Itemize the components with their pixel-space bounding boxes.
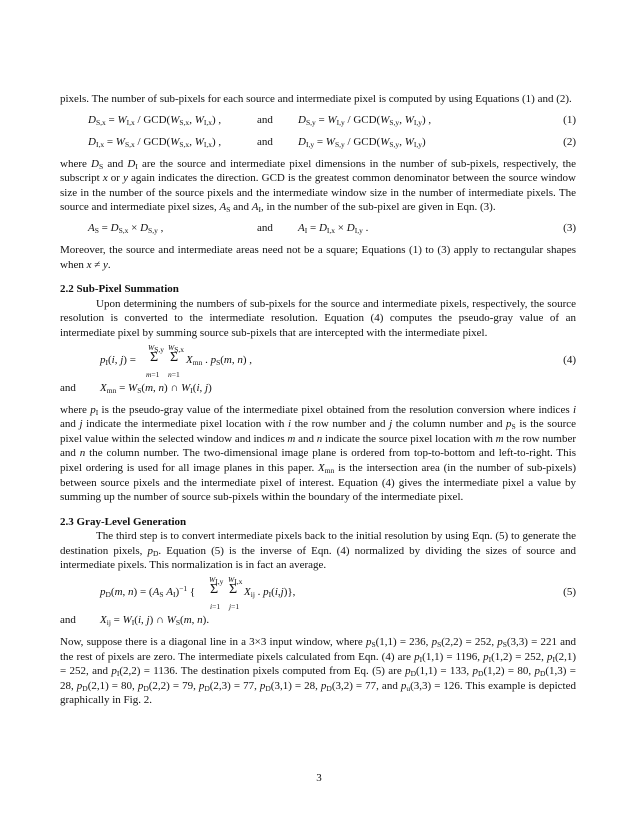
equation-5-condition: and $X_{ij} = W_I(i$, j) ∩ $W_S(m$, n). <box>60 614 210 628</box>
eq-number: (3) <box>563 221 576 234</box>
para-where-2: where $p_I$ is the pseudo-gray value of the intermediate pixel obtained from the resolution conversion where indices i and j indicate the intermediate pixel location with i the row number and j the column number and $p_S$ is the source pixel value within the selected window and indices m and n indicate the source pixel location with m the row number and n the column number. The two-dimensional image plane is ordered from top-to-bottom and left-to-right. This pixel ordering is used for all image planes in this paper. $X_{mn}$ is the intersection area (in the number of sub-pixels) between source pixels and the intermediate pixel of interest. Equation (4) gives the intermediate pixel a value by summing up the number of source sub-pixels within the boundary of the intermediate pixel. <box>60 403 577 504</box>
section-heading-2-3: 2.3 Gray-Level Generation <box>60 515 187 528</box>
page-content <box>60 92 576 708</box>
eq-number: (5) <box>563 586 576 599</box>
eq-and: and <box>60 614 76 627</box>
section-heading-2-2: 2.2 Sub-Pixel Summation <box>60 283 179 296</box>
para-intro: pixels. The number of sub-pixels for each source and intermediate pixel is computed by using Equations (1) and (2). <box>60 93 572 105</box>
eq-number: (4) <box>563 353 576 366</box>
para-2-2: Upon determining the numbers of sub-pixels for the source and intermediate pixels, respectively, the source resolution is converted to the intermediate resolution. Equation (4) computes the pseudo-gray value of an intermediate pixel by summing source sub-pixels that are intercepted with the intermediate pixel. <box>60 297 576 339</box>
para-moreover: Moreover, the source and intermediate areas need not be a square; Equations (1) to (3) apply to rectangular shapes when x ≠ y. <box>60 243 576 271</box>
eq-and: and <box>257 113 273 126</box>
eq-and: and <box>257 135 273 148</box>
eq-and: and <box>257 221 273 234</box>
page-number: 3 <box>316 772 322 784</box>
para-example: Now, suppose there is a diagonal line in a 3×3 input window, where $p_S(1,1) = 236$, $p_S(2,2) = 252$, $p_S(3,3) = 221$ and the rest of pixels are zero. The intermediate pixels calculated from Eqn. (4) are $p_I(1,1) = 1196$, $p_I(1,2) = 252$, $p_I(2,1) = 252$, and $p_I(2,2) = 1136$. The destination pixels computed from Eq. (5) are $p_D(1,1) = 133$, $p_D(1,2) = 80$, $p_D(1,3) = 28$, $p_D(2,1) = 80$, $p_D(2,2) = 79$, $p_D(2,3) = 77$, $p_D(3,1) = 28$, $p_D(3,2) = 77$, and $p_u(3,3) = 126$. This example is depicted graphically in Fig. 2. <box>60 636 577 707</box>
eq-number: (2) <box>563 135 576 148</box>
equation-2: $D_{I,x} = W_{S,x} / GCD(W_{S,x}$, $W_{I,x}$) , and $D_{I,y} = W_{S,y} / GCD(W_{S,y}$, $W_{I,y}$) (2) <box>88 135 576 149</box>
equation-1: $D_{S,x} = W_{I,x} / GCD(W_{S,x}$, $W_{I,x}$) , and $D_{S,y} = W_{I,y} / GCD(W_{S,y}$, $W_{I,y}$) , (1) <box>88 113 576 127</box>
equation-5: $p_D(m$, $n) = (A_S$ $A_I)^{-1}$ { $W_{I,y}$ $W_{I,x}$ Σ Σ i=1 j=1 $X_{ij}$ . $p_I(i,j)$}, (5) <box>100 575 576 612</box>
equation-4-condition: and $X_{mn} = W_S(m$, n) ∩ $W_I(i$, j) <box>60 381 212 395</box>
eq-number: (1) <box>563 113 576 126</box>
para-2-3: The third step is to convert intermediate pixels back to the initial resolution by using Eqn. (5) to generate the destination pixels, $p_D$. Equation (5) is the inverse of Eqn. (4) normalized by dividing the sizes of source and intermediate pixels. This normalization is in fact an average. <box>60 530 577 572</box>
equation-4: $p_I(i$, j) = $W_{S,y}$ $W_{S,x}$ Σ Σ m=1 n=1 $X_{mn}$ . $p_S(m$, n) , (4) <box>100 342 576 379</box>
eq-and: and <box>60 381 76 394</box>
para-where-1: where $D_S$ and $D_I$ are the source and intermediate pixel dimensions in the number of sub-pixels, respectively, the subscript x or y again indicates the direction. GCD is the greatest common denominator between the source window size in the number of the source pixels and the intermediate window size in the number of intermediate pixels. The source and intermediate pixel sizes, $A_S$ and $A_I$, in the number of the sub-pixel are given in Eqn. (3). <box>60 157 577 215</box>
equation-3: $A_S = D_{S,x} \times D_{S,y}$ , and $A_I = D_{I,x} \times D_{I,y}$ . (3) <box>88 221 576 235</box>
